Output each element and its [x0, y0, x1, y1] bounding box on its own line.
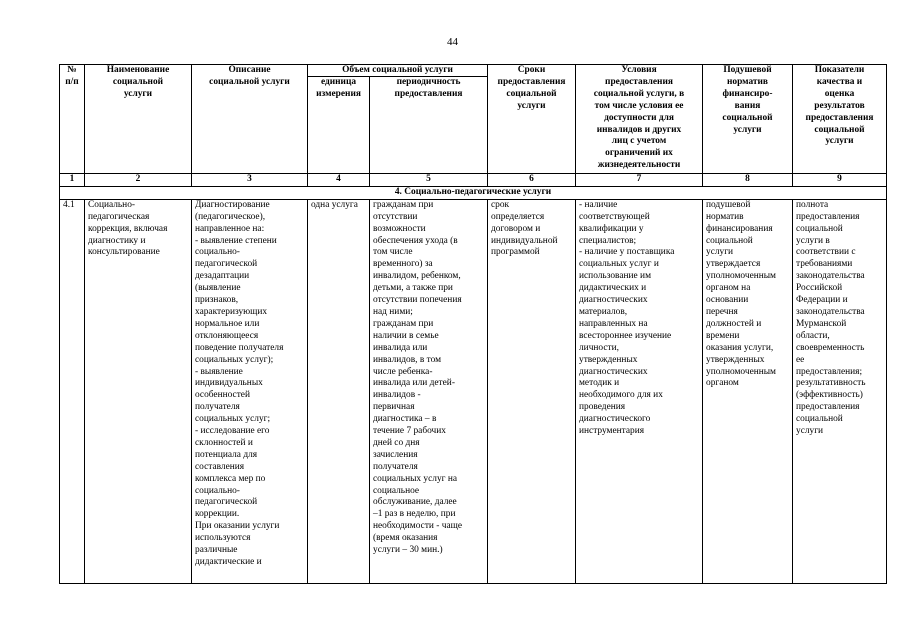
header-number: № п/п — [60, 65, 85, 174]
column-number: 9 — [793, 174, 887, 187]
conditions-cell: - наличие соответствующей квалификации у специалистов; - наличие у поставщика социальных услуг и использование им дидактических и диагностических материалов, направленных на всестороннее изучение личности, утвержденных диагностических методик и необходимого для их проведения диагностического инструментария — [576, 199, 703, 583]
header-periodicity: периодичность предоставления — [370, 77, 488, 174]
periodicity-cell: гражданам при отсутствии возможности обеспечения ухода (в том числе временного) за инвалидом, ребенком, детьми, а также при отсутствии попечения над ними; гражданам при наличии в семье инвалида или инвалидов, в том числе ребенка- инвалида или детей- инвалидов - первичная диагностика – в течение 7 рабочих дней со дня зачисления получателя социальных услуг на социальное обслуживание, далее –1 раз в неделю, при необходимости - чаще (время оказания услуги – 30 мин.) — [370, 199, 488, 583]
header-row-1 — [60, 65, 887, 77]
section-title: 4. Социально-педагогические услуги — [60, 186, 887, 199]
column-number: 2 — [85, 174, 192, 187]
column-number: 5 — [370, 174, 488, 187]
terms-cell: срок определяется договором и индивидуальной программой — [488, 199, 576, 583]
column-number: 7 — [576, 174, 703, 187]
column-number: 1 — [60, 174, 85, 187]
unit-cell: одна услуга — [308, 199, 370, 583]
column-number: 8 — [703, 174, 793, 187]
section-row — [60, 186, 887, 199]
column-number: 4 — [308, 174, 370, 187]
header-terms: Сроки предоставления социальной услуги — [488, 65, 576, 174]
service-name-cell: Социально- педагогическая коррекция, включая диагностику и консультирование — [85, 199, 192, 583]
header-description: Описание социальной услуги — [192, 65, 308, 174]
column-number: 3 — [192, 174, 308, 187]
description-cell: Диагностирование (педагогическое), направленное на: - выявление степени социально- педагогической дезадаптации (выявление признаков, характеризующих нормальное или отклоняющееся поведение получателя социальных услуг); - выявление индивидуальных особенностей получателя социальных услуг; - исследование его склонностей и потенциала для составления комплекса мер по социально- педагогической коррекции. При оказании услуги используются различные дидактические и — [192, 199, 308, 583]
quality-cell: полнота предоставления социальной услуги в соответствии с требованиями законодательства Российской Федерации и законодательства Мурманской области, своевременность ее предоставления; результативность (эффективность) предоставления социальной услуги — [793, 199, 887, 583]
table-row — [60, 199, 887, 583]
column-number: 6 — [488, 174, 576, 187]
header-quality: Показатели качества и оценка результатов предоставления социальной услуги — [793, 65, 887, 174]
header-service-name: Наименование социальной услуги — [85, 65, 192, 174]
services-table — [59, 64, 887, 584]
header-norm: Подушевой норматив финансиро- вания социальной услуги — [703, 65, 793, 174]
page-number: 44 — [447, 36, 458, 48]
header-conditions: Условия предоставления социальной услуги, в том числе условия ее доступности для инвалидов и других лиц с учетом ограничений их жизнедеятельности — [576, 65, 703, 174]
norm-cell: подушевой норматив финансирования социальной услуги утверждается уполномоченным органом на основании перечня должностей и времени оказания услуги, утвержденных уполномоченным органом — [703, 199, 793, 583]
header-volume: Объем социальной услуги — [308, 65, 488, 77]
row-number: 4.1 — [60, 199, 85, 583]
header-unit: единица измерения — [308, 77, 370, 174]
column-numbers-row — [60, 174, 887, 187]
